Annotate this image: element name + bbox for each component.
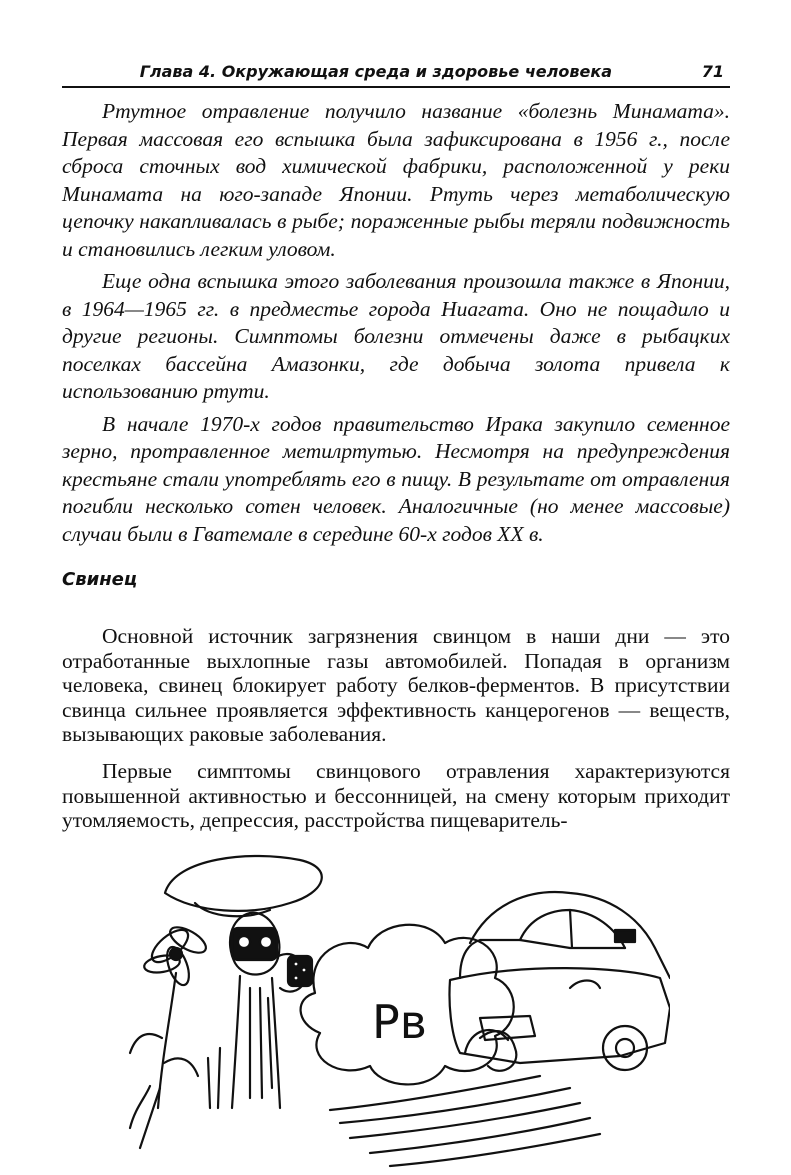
page-number: 71: [701, 62, 724, 81]
paragraph: В начале 1970-х годов правительство Ирака закупило семенное зерно, протравленное метилртутью. Несмотря на предупреждения крестьяне стали употреблять его в пищу. В результате от отравления погибли несколько сотен человек. Аналогичные (но менее массовые) случаи были в Гватемале в середине 60-х годов XX в.: [62, 411, 730, 546]
mercury-poisoning-text: [62, 98, 730, 548]
running-header: [62, 56, 730, 88]
section-heading: Свинец: [62, 569, 138, 590]
car-icon: [449, 892, 670, 1070]
chapter-title: Глава 4. Окружающая среда и здоровье человека: [139, 62, 612, 81]
paragraph: Основной источник загрязнения свинцом в наши дни — это отработанные выхлопные газы автомобилей. Попадая в организм человека, свинец блокирует работу белков-ферментов. В присутствии свинца сильнее проявляется эффективность канцерогенов — веществ, вызывающих раковые заболевания.: [62, 624, 730, 747]
cloud-label: Pв: [372, 995, 427, 1049]
gas-mask-figure: [208, 913, 312, 1108]
car-exhaust-illustration: [100, 848, 670, 1168]
paragraph: Ртутное отравление получило название «болезнь Минамата». Первая массовая его вспышка была зафиксирована в 1956 г., после сброса сточных вод химической фабрики, расположенной у реки Минамата на юго-западе Японии. Ртуть через метаболическую цепочку накапливалась в рыбе; пораженные рыбы теряли подвижность и становились легким уловом.: [62, 99, 730, 261]
paragraph: Первые симптомы свинцового отравления характеризуются повышенной активностью и бессонницей, на смену которым приходит утомляемость, депрессия, расстройства пищеваритель-: [62, 758, 730, 833]
flower-icon: [130, 922, 210, 1108]
lead-section-text: [62, 624, 730, 833]
paragraph: Еще одна вспышка этого заболевания произошла также в Японии, в 1964—1965 гг. в предместье города Ниагата. Оно не пощадило и другие регионы. Симптомы болезни отмечены даже в рыбацких поселках бассейна Амазонки, где добыча золота привела к использованию ртути.: [62, 269, 730, 403]
hat-shape: [165, 856, 322, 911]
